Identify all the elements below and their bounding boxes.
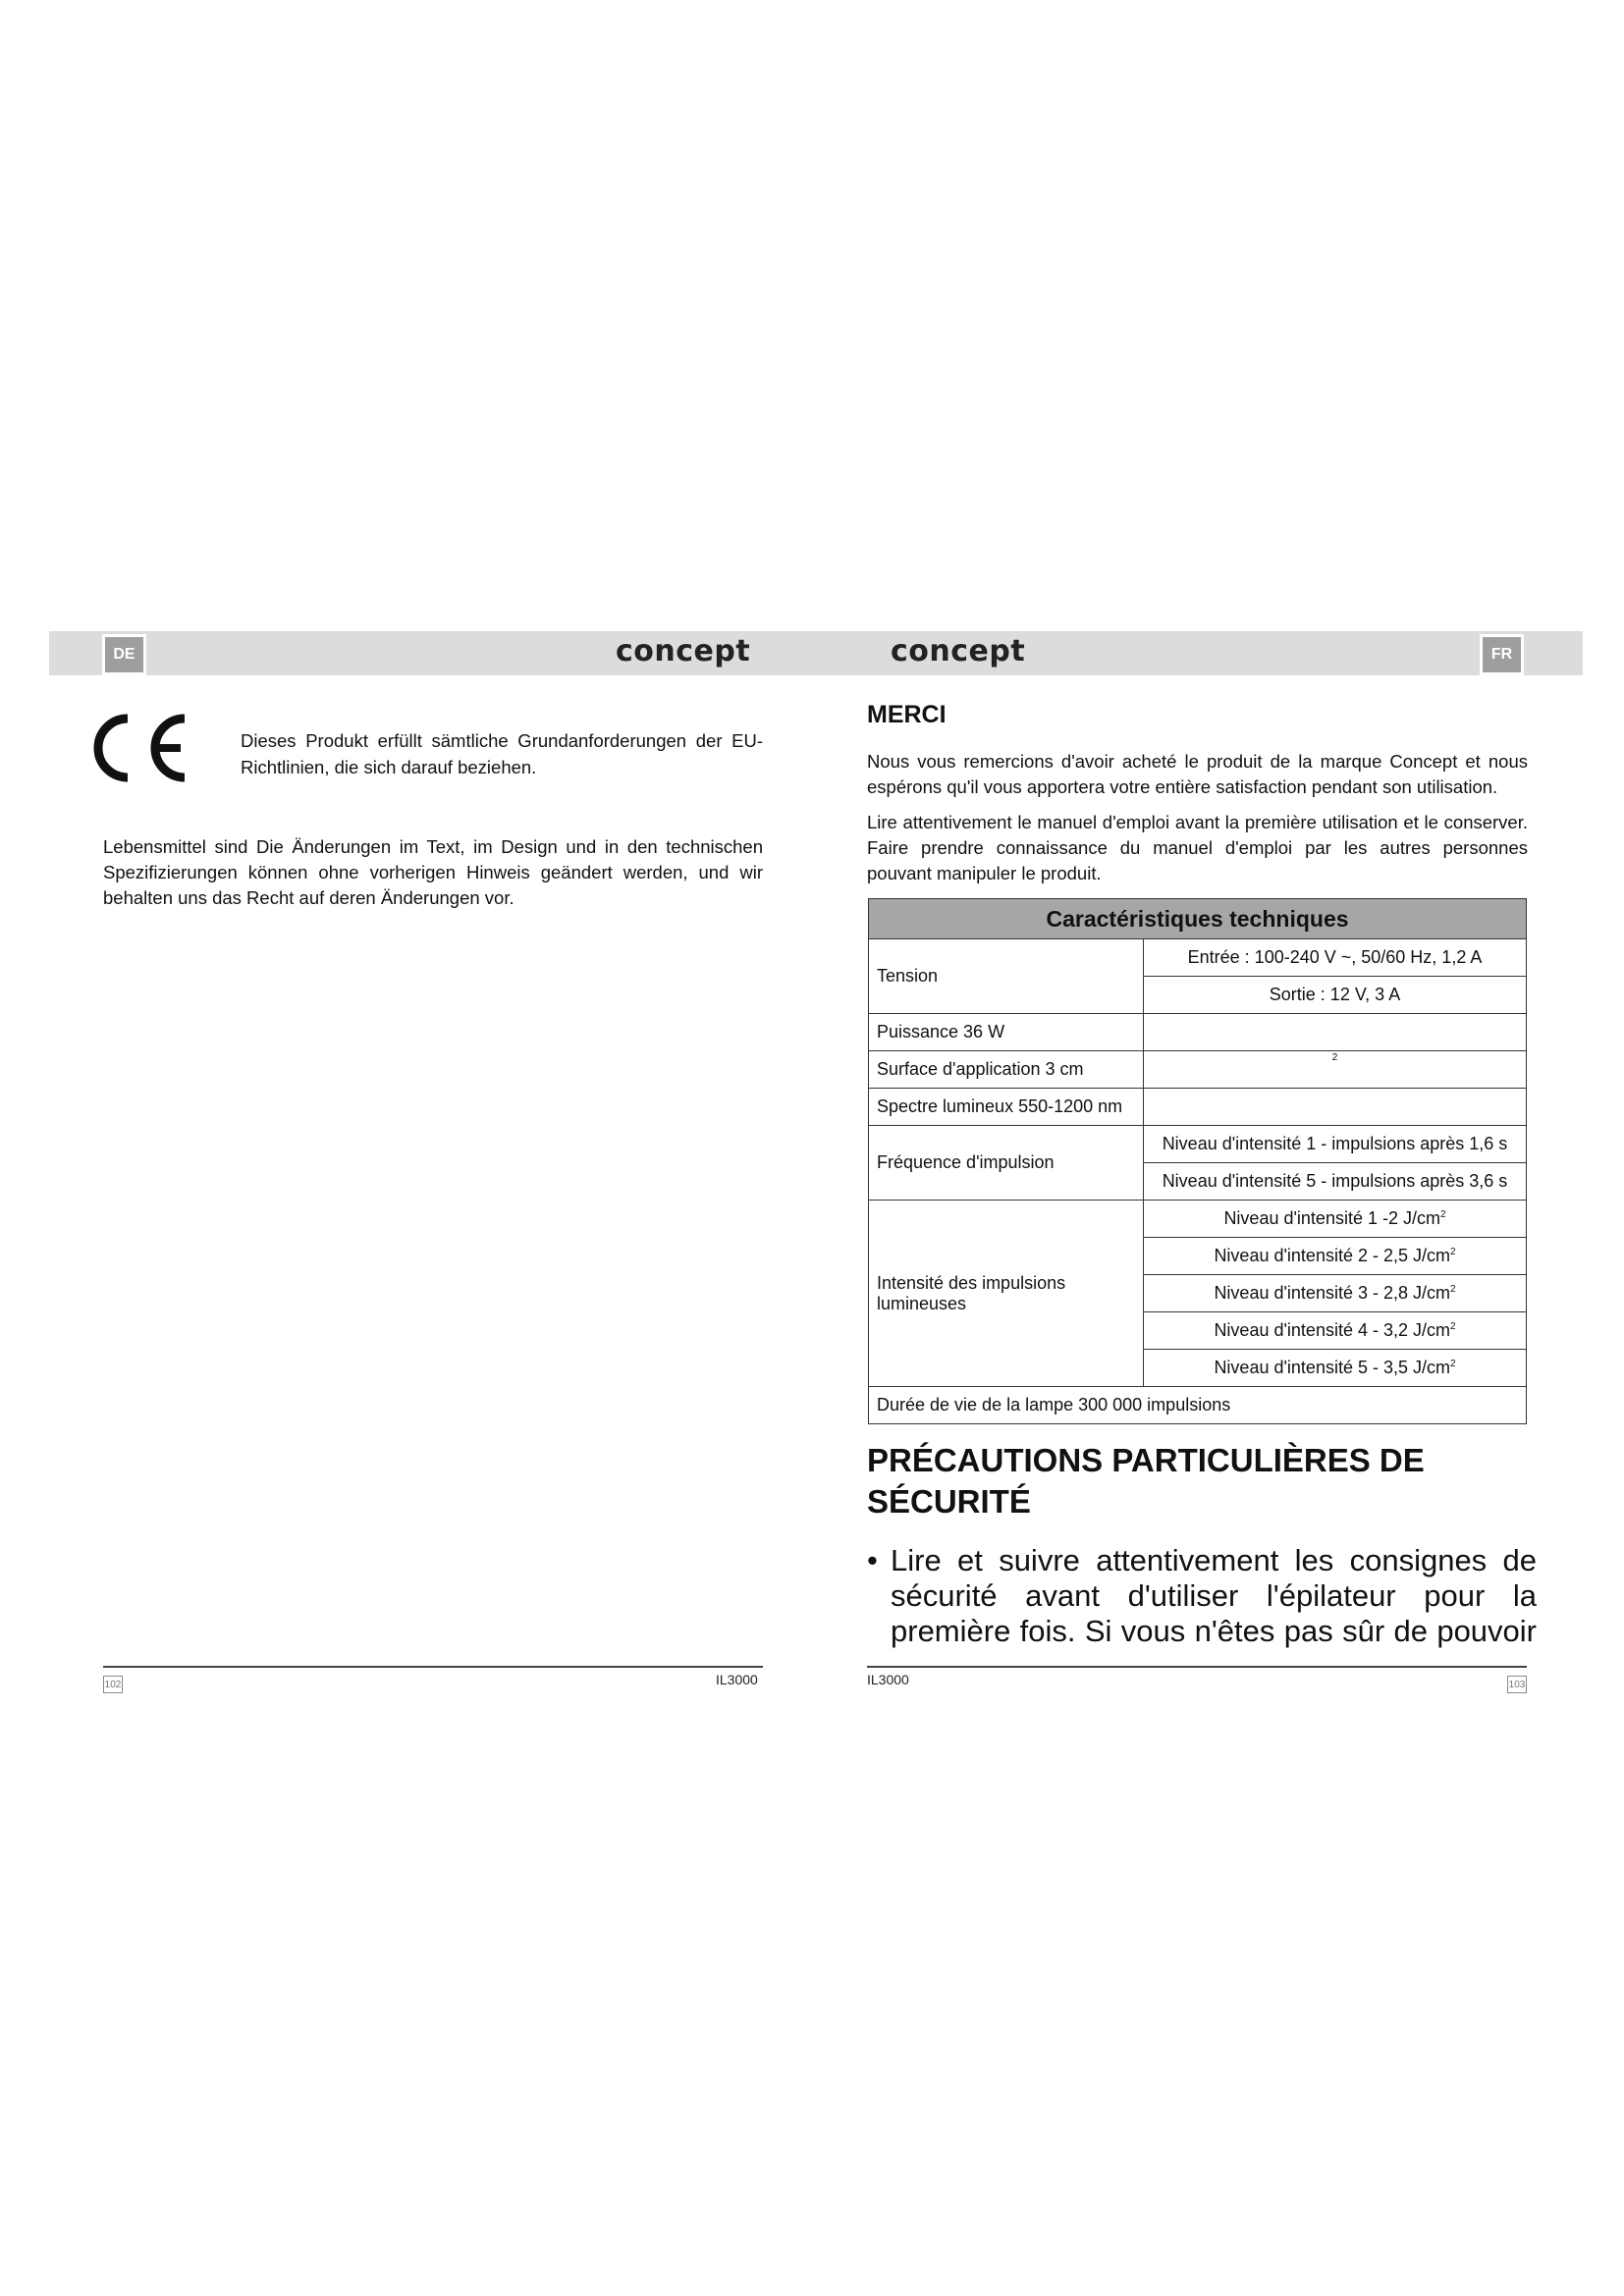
- brand-logo-left: concept: [616, 634, 751, 668]
- spectrum-empty: [1144, 1089, 1527, 1126]
- surface-sup-cell: [1144, 1051, 1527, 1089]
- page-number-left: 102: [103, 1676, 123, 1693]
- language-badge-de: DE: [105, 637, 143, 672]
- brand-logo-right: concept: [891, 634, 1026, 668]
- tension-output: Sortie : 12 V, 3 A: [1144, 977, 1527, 1014]
- de-disclaimer-paragraph: Lebensmittel sind Die Änderungen im Text, im Design und in den technischen Spezifizierungen können ohne vorherigen Hinweis geändert werden, und wir behalten uns das Recht auf deren Änderungen vor.: [103, 836, 763, 908]
- header-band: [49, 631, 1583, 675]
- frequency-level-5: Niveau d'intensité 5 - impulsions après 3,6 s: [1144, 1163, 1527, 1201]
- specs-table: [868, 898, 1527, 1424]
- page-number-right: 103: [1507, 1676, 1527, 1693]
- manual-paragraph: Lire attentivement le manuel d'emploi avant la première utilisation et le conserver. Faire prendre connaissance du manuel d'emploi par les autres personnes pouvant manipuler le produit.: [867, 812, 1528, 883]
- power-row: Puissance 36 W: [869, 1014, 1144, 1051]
- frequency-label: Fréquence d'impulsion: [869, 1126, 1144, 1201]
- tension-label: Tension: [869, 939, 1144, 1014]
- intensity-level-5: Niveau d'intensité 5 - 3,5 $J/cm^2$: [1144, 1350, 1527, 1387]
- bullet-symbol: •: [867, 1543, 878, 1577]
- tension-input: Entrée : 100-240 V ~, 50/60 Hz, 1,2 A: [1144, 939, 1527, 977]
- intensity-level-3: Niveau d'intensité 3 - 2,8 $J/cm^2$: [1144, 1275, 1527, 1312]
- specs-table-title: Caractéristiques techniques: [869, 899, 1527, 939]
- safety-bullet-text: Lire et suivre attentivement les consignes de sécurité avant d'utiliser l'épilateur pour la première fois. Si vous n'êtes pas sûr de pouvoir: [891, 1543, 1537, 1648]
- ce-compliance-text: Dieses Produkt erfüllt sämtliche Grundanforderungen der EU-Richtlinien, die sich darauf beziehen.: [241, 730, 763, 777]
- footer-rule-right: [867, 1666, 1527, 1668]
- merci-heading: MERCI: [867, 701, 947, 728]
- frequency-level-1: Niveau d'intensité 1 - impulsions après 1,6 s: [1144, 1126, 1527, 1163]
- intensity-level-1: Niveau d'intensité 1 -2 $J/cm^2$: [1144, 1201, 1527, 1238]
- power-empty: [1144, 1014, 1527, 1051]
- intensity-level-4: Niveau d'intensité 4 - 3,2 $J/cm^2$: [1144, 1312, 1527, 1350]
- thanks-paragraph: Nous vous remercions d'avoir acheté le produit de la marque Concept et nous espérons qu'il vous apportera votre entière satisfaction pendant son utilisation.: [867, 751, 1528, 797]
- surface-row: Surface d'application 3 cm: [869, 1051, 1144, 1089]
- ce-mark-icon: [90, 711, 192, 785]
- model-label-right: IL3000: [867, 1672, 909, 1687]
- spectrum-row: Spectre lumineux 550-1200 nm: [869, 1089, 1144, 1126]
- intensity-label: Intensité des impulsions lumineuses: [869, 1201, 1144, 1387]
- intensity-level-2: Niveau d'intensité 2 - 2,5 $J/cm^2$: [1144, 1238, 1527, 1275]
- safety-section-title: PRÉCAUTIONS PARTICULIÈRES DE SÉCURITÉ: [867, 1442, 1425, 1520]
- safety-bullet-item: [867, 1543, 1537, 1649]
- model-label-left: IL3000: [716, 1672, 758, 1687]
- surface-exponent: 2: [1331, 1052, 1338, 1063]
- footer-rule-left: [103, 1666, 763, 1668]
- language-badge-fr: FR: [1483, 637, 1521, 672]
- lamp-lifetime-row: Durée de vie de la lampe 300 000 impulsions: [869, 1387, 1527, 1424]
